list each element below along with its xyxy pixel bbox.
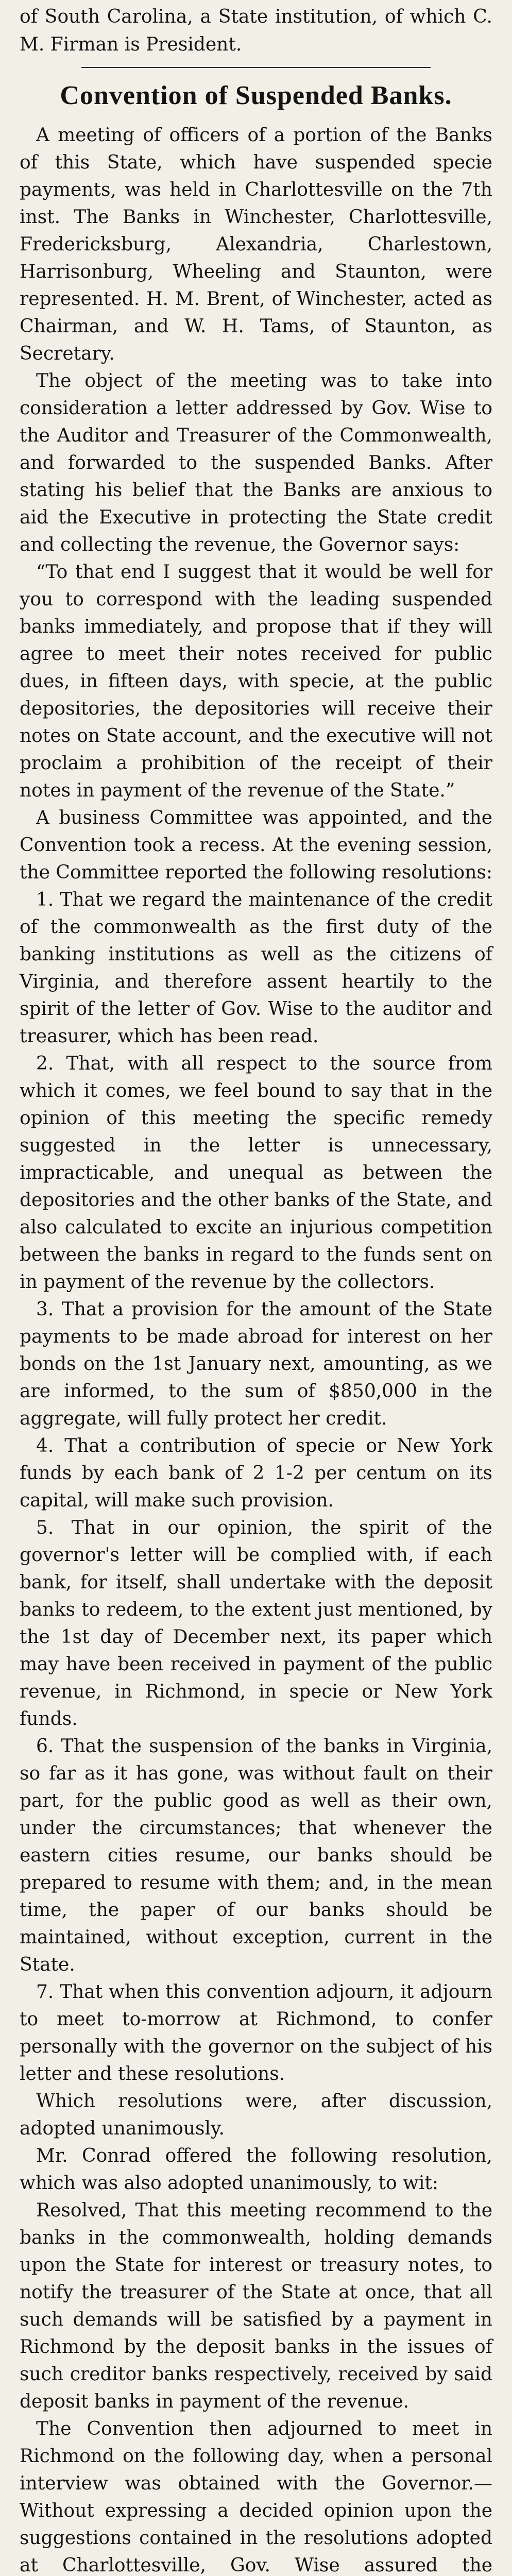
resolution-5: 5. That in our opinion, the spirit of the governor's letter will be complied with, if each bank, for itself, shall undertake with the deposit banks to redeem, to the extent just mentioned, by the 1st day of December next, its paper which may have been received in payment of the public revenue, in Richmond, in specie or New York funds. [20,1517,492,1730]
resolution-4: 4. That a contribution of specie or New York funds by each bank of 2 1-2 per centum on its capital, will make such provision. [20,1435,492,1511]
article-headline: Convention of Suspended Banks. [60,81,452,110]
paragraph-conrad: Mr. Conrad offered the following resolution, which was also adopted unanimously, to wit: [20,2145,492,2194]
paragraph-adopted: Which resolutions were, after discussion, adopted unanimously. [20,2091,492,2139]
paragraph-committee: A business Committee was appointed, and the Convention took a recess. At the evening session, the Committee reported the following resolutions: [20,807,492,883]
paragraph-resolved: Resolved, That this meeting recommend to the banks in the commonwealth, holding demands upon the State for interest or treasury notes, to notify the treasurer of the State at once, that all such demands will be satisfied by a payment in Richmond by the deposit banks in the issues of such creditor banks respectively, received by said deposit banks in payment of the revenue. [20,2200,492,2412]
resolution-2: 2. That, with all respect to the source from which it comes, we feel bound to say that in the opinion of this meeting the specific remedy suggested in the letter is unnecessary, impracticable, and unequal as between the depositories and the other banks of the State, and also calculated to excite an injurious competition between the banks in regard to the funds sent on in payment of the revenue by the collectors. [20,1053,492,1293]
resolution-6: 6. That the suspension of the banks in Virginia, so far as it has gone, was without fault on their part, for the public good as well as their own, under the circumstances; that whenever the eastern cities resume, our banks should be prepared to resume with them; and, in the mean time, the paper of our banks should be maintained, without exception, current in the State. [20,1736,492,1975]
previous-article-fragment: of South Carolina, a State institution, of which C. M. Firman is President. [20,6,492,55]
section-divider [81,67,431,68]
paragraph-object: The object of the meeting was to take into consideration a letter addressed by Gov. Wise to the Auditor and Treasurer of the Commonwealth, and forwarded to the suspended Banks. After stating his belief that the Banks are anxious to aid the Executive in protecting the State credit and collecting the revenue, the Governor says: [20,370,492,555]
paragraph-governor-quote: “To that end I suggest that it would be well for you to correspond with the leading suspended banks immediately, and propose that if they will agree to meet their notes received for public dues, in fifteen days, with specie, at the public depositories, the depositories will receive their notes on State account, and the executive will not proclaim a prohibition of the receipt of their notes in payment of the revenue of the State.” [20,562,492,801]
paragraph-richmond-meeting: The Convention then adjourned to meet in Richmond on the following day, when a personal interview was obtained with the Governor.—Without expressing a decided opinion upon the suggestions contained in the resolutions adopted at Charlottesville, Gov. Wise assured the [20,2418,492,2576]
resolution-1: 1. That we regard the maintenance of the credit of the commonwealth as the first duty of the banking institutions as well as the citizens of Virginia, and therefore assent heartily to the spirit of the letter of Gov. Wise to the auditor and treasurer, which has been read. [20,889,492,1047]
article-column [20,0,492,2576]
paragraph-meeting: A meeting of officers of a portion of the Banks of this State, which have suspended specie payments, was held in Charlottesville on the 7th inst. The Banks in Winchester, Charlottesville, Fredericksburg, Alexandria, Charlestown, Harrisonburg, Wheeling and Staunton, were represented. H. M. Brent, of Winchester, acted as Chairman, and W. H. Tams, of Staunton, as Secretary. [20,125,492,364]
article-body [20,122,492,2576]
resolution-3: 3. That a provision for the amount of the State payments to be made abroad for interest on her bonds on the 1st January next, amounting, as we are informed, to the sum of $850,000 in the aggregate, will fully protect her credit. [20,1299,492,1429]
resolution-7: 7. That when this convention adjourn, it adjourn to meet to-morrow at Richmond, to confer personally with the governor on the subject of his letter and these resolutions. [20,1981,492,2084]
